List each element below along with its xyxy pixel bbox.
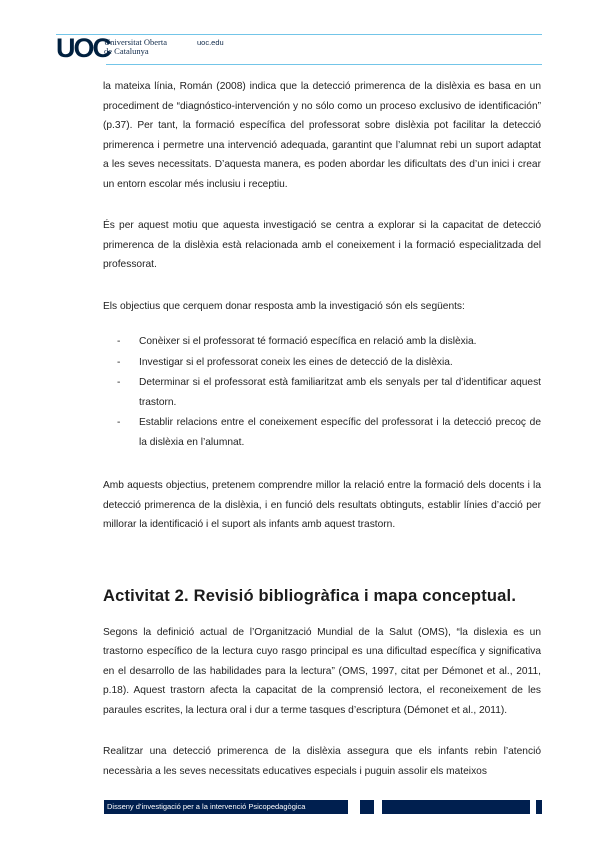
objectives-lead: Els objectius que cerquem donar resposta amb la investigació són els següents: xyxy=(103,300,465,312)
objective-text: Establir relacions entre el coneixement específic del professorat i la detecció precoç de la dislèxia en l’alumnat. xyxy=(139,417,541,448)
page-footer xyxy=(104,800,542,816)
document-body xyxy=(103,77,541,803)
list-marker: - xyxy=(117,356,121,368)
footer-block-end xyxy=(536,800,542,814)
intro-paragraph-1: la mateixa línia, Román (2008) indica que la detecció primerenca de la dislèxia es basa en un procediment de “diagnóstico-intervención y no sólo como un proceso exclusivo de identificación” (p.37). Per tant, la formació específica del professorat sobre dislèxia pot facilitar la detecció primerenca i permetre una intervenció adequada, garantint que l’alumnat rebi un suport adaptat a les seves necessitats. D’aquesta manera, es poden abordar les dificultats des d’un inici i crear un entorn escolar més inclusiu i receptiu. xyxy=(103,81,541,190)
objective-text: Determinar si el professorat està familiaritzat amb els senyals per tal d’identificar aquest trastorn. xyxy=(139,377,541,408)
activity-heading: Activitat 2. Revisió bibliogràfica i mapa conceptual. xyxy=(103,586,517,605)
intro-paragraph-2: És per aquest motiu que aquesta investigació se centra a explorar si la capacitat de detecció primerenca de la dislèxia està relacionada amb el coneixement i la formació especialitzada del professorat. xyxy=(103,220,541,270)
objective-item xyxy=(103,413,541,452)
university-name-line1: Universitat Oberta xyxy=(104,37,168,47)
uoc-logo: UOC xyxy=(56,33,110,63)
objective-item xyxy=(103,353,541,373)
activity-paragraph-2: Realitzar una detecció primerenca de la dislèxia assegura que els infants rebin l’atenció necessària a les seves necessitats educatives especials i puguin assolir els mateixos xyxy=(103,746,541,777)
list-marker: - xyxy=(117,417,121,428)
activity-paragraph-1: Segons la definició actual de l’Organització Mundial de la Salut (OMS), “la dislexia es un trastorno específico de la lectura cuyo rasgo principal es una dificultad específica y significativa en el desarrollo de las habilidades para la lectura” (OMS, 1997, citat per Démonet et al., 2011, p.18). Aquest trastorn afecta la capacitat de la comprensió lectora, el reconeixement de les paraules escrites, la lectura oral i dur a terme tasques d’escriptura (Démonet et al., 2011). xyxy=(103,626,541,716)
objective-text: Investigar si el professorat coneix les eines de detecció de la dislèxia. xyxy=(139,356,453,368)
closing-paragraph: Amb aquests objectius, pretenem comprendre millor la relació entre la formació dels docents i la detecció primerenca de la dislèxia, i en funció dels resultats obtinguts, establir línies d’acció per millorar la identificació i el suport als infants amb aquest trastorn. xyxy=(103,480,541,530)
university-name xyxy=(104,38,184,56)
list-marker: - xyxy=(117,377,121,388)
objectives-list xyxy=(103,332,541,452)
list-marker: - xyxy=(117,336,121,347)
footer-block xyxy=(360,800,374,814)
header-section-label: uoc.edu xyxy=(197,38,224,47)
header-rule-top xyxy=(56,34,542,35)
header-rule-bottom xyxy=(106,64,542,65)
university-name-line2: de Catalunya xyxy=(104,46,149,56)
footer-course-label: Disseny d’investigació per a la intervenció Psicopedagògica xyxy=(104,800,348,814)
page-header xyxy=(0,0,600,80)
objective-text: Conèixer si el professorat té formació específica en relació amb la dislèxia. xyxy=(139,336,477,347)
objective-item xyxy=(103,332,541,352)
footer-bar xyxy=(382,800,530,814)
objective-item xyxy=(103,373,541,412)
